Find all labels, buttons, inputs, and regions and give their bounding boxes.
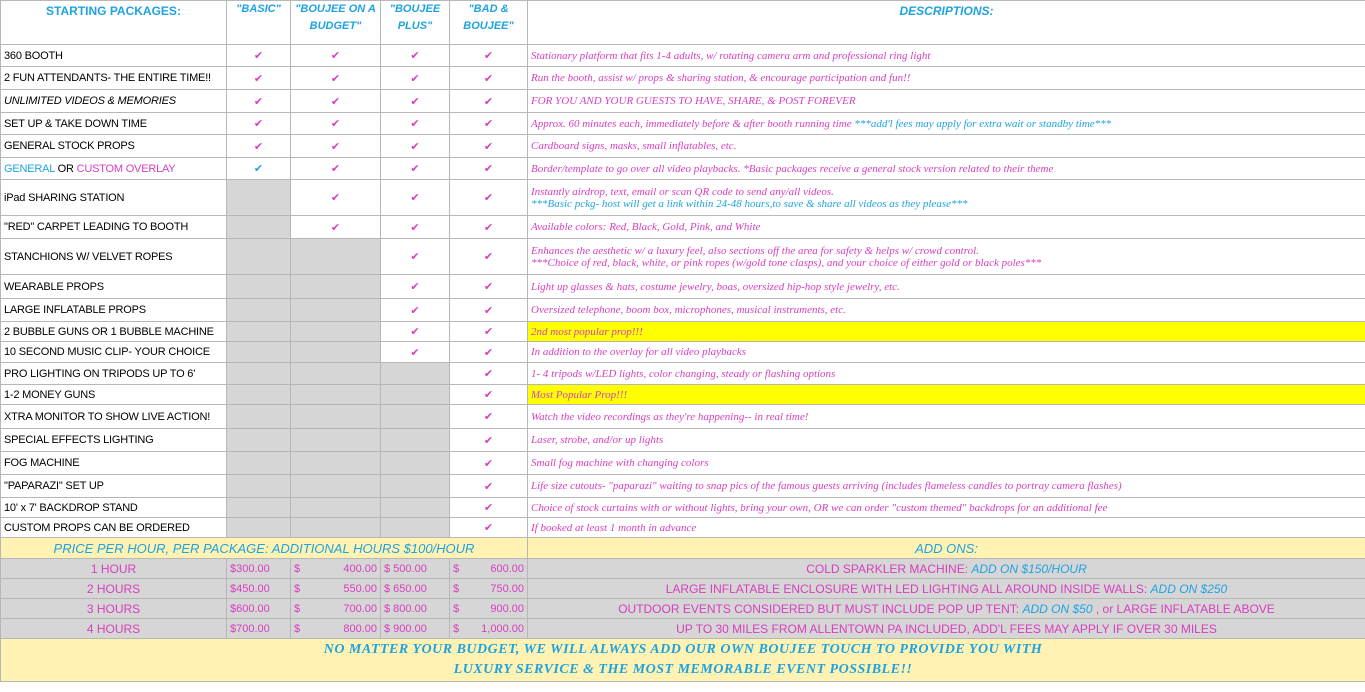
description-text: If booked at least 1 month in advance bbox=[531, 521, 697, 534]
package-cell[interactable] bbox=[450, 342, 528, 363]
addon-text: UP TO 30 MILES FROM ALLENTOWN PA INCLUDED, ADD'L FEES MAY APPLY IF OVER 30 MILES bbox=[676, 621, 1217, 636]
description-cell[interactable] bbox=[528, 45, 1365, 67]
package-cell[interactable] bbox=[381, 299, 450, 322]
addon-text: OUTDOOR EVENTS CONSIDERED BUT MUST INCLUDE POP UP TENT: bbox=[618, 601, 1023, 616]
check-icon: ✔ bbox=[483, 72, 494, 85]
feature-cell[interactable]: 2 FUN ATTENDANTS- THE ENTIRE TIME!! bbox=[1, 67, 227, 90]
currency-sign: $ bbox=[294, 582, 301, 595]
description-cell[interactable] bbox=[528, 518, 1365, 538]
starting-packages-header[interactable]: STARTING PACKAGES: bbox=[1, 1, 227, 45]
package-cell[interactable] bbox=[450, 363, 528, 385]
money-wrap bbox=[453, 583, 524, 595]
addon-cell[interactable] bbox=[528, 619, 1365, 639]
package-cell[interactable] bbox=[291, 429, 381, 452]
package-cell[interactable] bbox=[227, 498, 291, 518]
package-cell[interactable] bbox=[291, 518, 381, 538]
hours-label[interactable]: 4 HOURS bbox=[1, 619, 227, 639]
package-cell[interactable] bbox=[450, 518, 528, 538]
package-cell[interactable] bbox=[381, 45, 450, 67]
package-cell[interactable] bbox=[450, 158, 528, 180]
feature-cell[interactable]: WEARABLE PROPS bbox=[1, 275, 227, 299]
description-text: Cardboard signs, masks, small inflatables, etc. bbox=[531, 140, 737, 152]
feature-row bbox=[1, 299, 1365, 322]
description-cell[interactable] bbox=[528, 452, 1365, 475]
feature-cell[interactable]: SET UP & TAKE DOWN TIME bbox=[1, 113, 227, 135]
price-basic[interactable]: $600.00 bbox=[227, 599, 291, 619]
description-text: Available colors: Red, Black, Gold, Pink, and White bbox=[531, 221, 761, 233]
check-icon: ✔ bbox=[410, 118, 420, 130]
feature-cell[interactable]: CUSTOM PROPS CAN BE ORDERED bbox=[1, 518, 227, 538]
price-budget[interactable] bbox=[291, 579, 381, 599]
package-cell[interactable] bbox=[227, 452, 291, 475]
description-text: Light up glasses & hats, costume jewelry, boas, oversized hip-hop style jewelry, etc. bbox=[531, 280, 900, 293]
check-icon: ✔ bbox=[483, 192, 494, 204]
addon-text: LARGE INFLATABLE ENCLOSURE WITH LED LIGHTING ALL AROUND INSIDE WALLS: bbox=[665, 581, 1151, 596]
description-text-line2: ***Basic pckg- host will get a link within 24-48 hours,to save & share all videos as they please*** bbox=[531, 197, 968, 210]
package-cell[interactable] bbox=[227, 322, 291, 342]
package-cell[interactable] bbox=[381, 239, 450, 275]
check-icon: ✔ bbox=[483, 50, 494, 62]
package-cell[interactable] bbox=[450, 67, 528, 90]
package-cell[interactable] bbox=[227, 342, 291, 363]
feature-row bbox=[1, 405, 1365, 429]
check-icon: ✔ bbox=[483, 251, 494, 263]
currency-sign: $ bbox=[294, 602, 301, 615]
description-text: 1- 4 tripods w/LED lights, color changing, steady or flashing options bbox=[531, 367, 836, 380]
check-icon: ✔ bbox=[330, 118, 341, 130]
description-note: ***add'l fees may apply for extra wait or standby time*** bbox=[854, 117, 1112, 130]
package-cell[interactable] bbox=[291, 363, 381, 385]
footer-line-1: NO MATTER YOUR BUDGET, WE WILL ALWAYS ADD OUR OWN BOUJEE TOUCH TO PROVIDE YOU WITH bbox=[323, 642, 1043, 657]
package-cell[interactable] bbox=[450, 216, 528, 239]
check-icon: ✔ bbox=[483, 389, 494, 401]
description-text: Most Popular Prop!!! bbox=[531, 388, 628, 401]
check-icon: ✔ bbox=[483, 480, 494, 493]
package-cell[interactable] bbox=[381, 322, 450, 342]
currency-sign: $ bbox=[453, 582, 460, 595]
description-cell[interactable] bbox=[528, 135, 1365, 158]
feature-row bbox=[1, 90, 1365, 113]
package-bad-boujee-header[interactable]: "BAD & BOUJEE" bbox=[450, 1, 528, 45]
price-bad-boujee[interactable] bbox=[450, 619, 528, 639]
package-plus-header[interactable]: "BOUJEE PLUS" bbox=[381, 1, 450, 45]
package-cell[interactable] bbox=[291, 158, 381, 180]
package-cell[interactable] bbox=[227, 239, 291, 275]
price-plus[interactable]: $ 800.00 bbox=[381, 599, 450, 619]
feature-general-label: GENERAL bbox=[4, 162, 55, 175]
package-cell[interactable] bbox=[291, 113, 381, 135]
addon-cell[interactable] bbox=[528, 599, 1365, 619]
check-icon: ✔ bbox=[330, 221, 341, 234]
package-cell[interactable] bbox=[227, 90, 291, 113]
package-cell[interactable] bbox=[227, 45, 291, 67]
feature-row bbox=[1, 180, 1365, 216]
price-bad-boujee[interactable] bbox=[450, 599, 528, 619]
feature-row bbox=[1, 363, 1365, 385]
package-cell[interactable] bbox=[291, 405, 381, 429]
check-icon: ✔ bbox=[483, 522, 494, 534]
check-icon: ✔ bbox=[483, 346, 494, 359]
description-cell[interactable] bbox=[528, 498, 1365, 518]
feature-row bbox=[1, 45, 1365, 67]
package-cell[interactable] bbox=[381, 158, 450, 180]
descriptions-header[interactable]: DESCRIPTIONS: bbox=[528, 1, 1365, 45]
package-cell[interactable] bbox=[381, 363, 450, 385]
check-icon: ✔ bbox=[410, 281, 420, 293]
check-icon: ✔ bbox=[410, 221, 420, 234]
amount: 600.00 bbox=[490, 562, 524, 575]
money-wrap bbox=[294, 563, 377, 575]
feature-cell[interactable]: iPad SHARING STATION bbox=[1, 180, 227, 216]
price-basic[interactable]: $300.00 bbox=[227, 559, 291, 579]
description-text: 2nd most popular prop!!! bbox=[531, 325, 643, 338]
description-text: Oversized telephone, boom box, microphones, musical instruments, etc. bbox=[531, 304, 846, 316]
price-plus[interactable]: $ 650.00 bbox=[381, 579, 450, 599]
package-basic-header[interactable]: "BASIC" bbox=[227, 1, 291, 45]
amount: 800.00 bbox=[343, 622, 377, 635]
description-cell[interactable] bbox=[528, 475, 1365, 498]
addon-cell[interactable] bbox=[528, 579, 1365, 599]
description-cell[interactable] bbox=[528, 67, 1365, 90]
description-cell[interactable] bbox=[528, 363, 1365, 385]
amount: 1,000.00 bbox=[481, 622, 524, 635]
package-cell[interactable] bbox=[291, 452, 381, 475]
check-icon: ✔ bbox=[483, 118, 494, 130]
currency-sign: $ bbox=[294, 622, 301, 635]
money-wrap bbox=[453, 623, 524, 635]
feature-cell[interactable]: STANCHIONS W/ VELVET ROPES bbox=[1, 239, 227, 275]
feature-cell[interactable]: 10' x 7' BACKDROP STAND bbox=[1, 498, 227, 518]
money-wrap bbox=[453, 603, 524, 615]
feature-cell[interactable]: PRO LIGHTING ON TRIPODS UP TO 6' bbox=[1, 363, 227, 385]
description-cell[interactable] bbox=[528, 158, 1365, 180]
check-icon: ✔ bbox=[410, 326, 420, 338]
currency-sign: $ bbox=[453, 562, 460, 575]
check-icon: ✔ bbox=[253, 140, 264, 153]
addon-extra: , or LARGE INFLATABLE ABOVE bbox=[1092, 601, 1275, 616]
check-icon: ✔ bbox=[410, 251, 420, 263]
package-cell[interactable] bbox=[291, 275, 381, 299]
currency-sign: $ bbox=[453, 602, 460, 615]
description-cell[interactable] bbox=[528, 180, 1365, 216]
check-icon: ✔ bbox=[330, 163, 341, 175]
check-icon: ✔ bbox=[410, 140, 420, 153]
package-cell[interactable] bbox=[227, 113, 291, 135]
check-icon: ✔ bbox=[330, 140, 341, 153]
check-icon: ✔ bbox=[410, 50, 420, 62]
package-cell[interactable] bbox=[291, 135, 381, 158]
addons-title[interactable]: ADD ONS: bbox=[528, 538, 1365, 559]
package-cell[interactable] bbox=[291, 322, 381, 342]
amount: 550.00 bbox=[343, 582, 377, 595]
feature-cell[interactable]: LARGE INFLATABLE PROPS bbox=[1, 299, 227, 322]
feature-cell[interactable]: "PAPARAZI" SET UP bbox=[1, 475, 227, 498]
footer-line-2: LUXURY SERVICE & THE MOST MEMORABLE EVENT POSSIBLE!! bbox=[453, 662, 913, 677]
check-icon: ✔ bbox=[483, 411, 494, 423]
package-cell[interactable] bbox=[381, 498, 450, 518]
feature-cell[interactable]: "RED" CARPET LEADING TO BOOTH bbox=[1, 216, 227, 239]
addon-price: ADD ON $150/HOUR bbox=[971, 561, 1087, 576]
feature-cell[interactable]: 1-2 MONEY GUNS bbox=[1, 385, 227, 405]
check-icon: ✔ bbox=[330, 192, 341, 204]
price-bad-boujee[interactable] bbox=[450, 579, 528, 599]
package-cell[interactable] bbox=[227, 180, 291, 216]
description-text: Run the booth, assist w/ props & sharing station, & encourage participation and fun!! bbox=[531, 72, 911, 84]
feature-row bbox=[1, 475, 1365, 498]
package-cell[interactable] bbox=[227, 216, 291, 239]
feature-row bbox=[1, 342, 1365, 363]
feature-cell[interactable] bbox=[1, 158, 227, 180]
amount: 900.00 bbox=[490, 602, 524, 615]
description-text: Approx. 60 minutes each, immediately before & after booth running time bbox=[531, 117, 852, 130]
package-cell[interactable] bbox=[450, 113, 528, 135]
description-text: Border/template to go over all video playbacks. *Basic packages receive a general stock version related to their theme bbox=[531, 162, 1054, 175]
description-text: Watch the video recordings as they're happening-- in real time! bbox=[531, 410, 809, 423]
check-icon: ✔ bbox=[410, 72, 420, 85]
feature-cell[interactable]: SPECIAL EFFECTS LIGHTING bbox=[1, 429, 227, 452]
package-cell[interactable] bbox=[227, 299, 291, 322]
package-cell[interactable] bbox=[450, 429, 528, 452]
package-cell[interactable] bbox=[450, 452, 528, 475]
package-cell[interactable] bbox=[381, 342, 450, 363]
description-text: Laser, strobe, and/or up lights bbox=[531, 434, 664, 446]
package-cell[interactable] bbox=[291, 67, 381, 90]
feature-row bbox=[1, 67, 1365, 90]
package-cell[interactable] bbox=[291, 239, 381, 275]
amount: 400.00 bbox=[343, 562, 377, 575]
package-cell[interactable] bbox=[381, 518, 450, 538]
description-cell[interactable] bbox=[528, 322, 1365, 342]
package-cell[interactable] bbox=[450, 90, 528, 113]
price-budget[interactable] bbox=[291, 559, 381, 579]
price-basic[interactable]: $450.00 bbox=[227, 579, 291, 599]
feature-custom-label: CUSTOM OVERLAY bbox=[76, 162, 176, 175]
package-cell[interactable] bbox=[291, 498, 381, 518]
feature-row bbox=[1, 452, 1365, 475]
check-icon: ✔ bbox=[410, 304, 420, 317]
package-cell[interactable] bbox=[381, 452, 450, 475]
package-cell[interactable] bbox=[450, 299, 528, 322]
check-icon: ✔ bbox=[483, 368, 494, 380]
package-cell[interactable] bbox=[227, 405, 291, 429]
footer-row bbox=[1, 639, 1365, 682]
description-text: Instantly airdrop, text, email or scan QR code to send any/all videos. bbox=[531, 185, 834, 198]
price-plus[interactable]: $ 500.00 bbox=[381, 559, 450, 579]
package-cell[interactable] bbox=[227, 429, 291, 452]
check-icon: ✔ bbox=[330, 50, 341, 62]
feature-row bbox=[1, 498, 1365, 518]
check-icon: ✔ bbox=[410, 163, 420, 175]
addon-price: ADD ON $50 bbox=[1022, 601, 1093, 616]
currency-sign: $ bbox=[453, 622, 460, 635]
hours-label[interactable]: 1 HOUR bbox=[1, 559, 227, 579]
package-cell[interactable] bbox=[227, 475, 291, 498]
package-cell[interactable] bbox=[227, 518, 291, 538]
price-basic[interactable]: $700.00 bbox=[227, 619, 291, 639]
feature-row bbox=[1, 429, 1365, 452]
pricing-title[interactable]: PRICE PER HOUR, PER PACKAGE: ADDITIONAL HOURS $100/HOUR bbox=[1, 538, 528, 559]
description-cell[interactable] bbox=[528, 239, 1365, 275]
check-icon: ✔ bbox=[253, 95, 264, 108]
price-budget[interactable] bbox=[291, 619, 381, 639]
check-icon: ✔ bbox=[253, 72, 264, 85]
package-cell[interactable] bbox=[291, 90, 381, 113]
amount: 750.00 bbox=[490, 582, 524, 595]
money-wrap bbox=[294, 603, 377, 615]
price-row bbox=[1, 579, 1365, 599]
package-budget-header[interactable]: "BOUJEE ON A BUDGET" bbox=[291, 1, 381, 45]
feature-or-label: OR bbox=[54, 162, 77, 175]
description-text: Enhances the aesthetic w/ a luxury feel, also sections off the area for safety & helps w/ crowd control. bbox=[531, 244, 979, 257]
addon-price: ADD ON $250 bbox=[1150, 581, 1228, 596]
header-row bbox=[1, 1, 1365, 45]
package-cell[interactable] bbox=[381, 90, 450, 113]
money-wrap bbox=[294, 623, 377, 635]
check-icon: ✔ bbox=[253, 163, 264, 175]
check-icon: ✔ bbox=[483, 221, 494, 234]
feature-row bbox=[1, 275, 1365, 299]
currency-sign: $ bbox=[294, 562, 301, 575]
package-cell[interactable] bbox=[291, 475, 381, 498]
package-cell[interactable] bbox=[381, 216, 450, 239]
hours-label[interactable]: 2 HOURS bbox=[1, 579, 227, 599]
check-icon: ✔ bbox=[253, 50, 264, 62]
check-icon: ✔ bbox=[483, 434, 494, 447]
package-cell[interactable] bbox=[450, 475, 528, 498]
check-icon: ✔ bbox=[483, 304, 494, 317]
feature-row bbox=[1, 158, 1365, 180]
footer-message[interactable] bbox=[1, 639, 1365, 682]
price-bad-boujee[interactable] bbox=[450, 559, 528, 579]
description-cell[interactable] bbox=[528, 405, 1365, 429]
description-cell[interactable] bbox=[528, 113, 1365, 135]
description-text-line2: ***Choice of red, black, white, or pink ropes (w/gold tone clasps), and your choice of either gold or black poles*** bbox=[531, 256, 1042, 269]
description-cell[interactable] bbox=[528, 216, 1365, 239]
package-cell[interactable] bbox=[381, 180, 450, 216]
price-row bbox=[1, 599, 1365, 619]
package-cell[interactable] bbox=[227, 67, 291, 90]
description-cell[interactable] bbox=[528, 299, 1365, 322]
feature-row bbox=[1, 322, 1365, 342]
description-text: In addition to the overlay for all video playbacks bbox=[531, 346, 747, 358]
package-cell[interactable] bbox=[291, 45, 381, 67]
feature-cell[interactable]: FOG MACHINE bbox=[1, 452, 227, 475]
check-icon: ✔ bbox=[483, 326, 494, 338]
feature-cell[interactable]: UNLIMITED VIDEOS & MEMORIES bbox=[1, 90, 227, 113]
package-cell[interactable] bbox=[291, 180, 381, 216]
package-cell[interactable] bbox=[450, 45, 528, 67]
package-cell[interactable] bbox=[227, 363, 291, 385]
price-plus[interactable]: $ 900.00 bbox=[381, 619, 450, 639]
feature-row bbox=[1, 216, 1365, 239]
check-icon: ✔ bbox=[330, 95, 341, 108]
addon-text: COLD SPARKLER MACHINE: bbox=[806, 561, 972, 576]
feature-cell[interactable]: 2 BUBBLE GUNS OR 1 BUBBLE MACHINE bbox=[1, 322, 227, 342]
package-cell[interactable] bbox=[450, 275, 528, 299]
feature-row bbox=[1, 385, 1365, 405]
package-cell[interactable] bbox=[227, 385, 291, 405]
package-cell[interactable] bbox=[227, 135, 291, 158]
description-text: Stationary platform that fits 1-4 adults, w/ rotating camera arm and professional ring light bbox=[531, 49, 931, 62]
package-cell[interactable] bbox=[381, 135, 450, 158]
price-row bbox=[1, 619, 1365, 639]
check-icon: ✔ bbox=[483, 457, 494, 470]
price-budget[interactable] bbox=[291, 599, 381, 619]
feature-cell[interactable]: 360 BOOTH bbox=[1, 45, 227, 67]
description-text: Choice of stock curtains with or without lights, bring your own, OR we can order "custom themed" backdrops for an additional fee bbox=[531, 501, 1108, 514]
check-icon: ✔ bbox=[330, 72, 341, 85]
feature-cell[interactable]: GENERAL STOCK PROPS bbox=[1, 135, 227, 158]
check-icon: ✔ bbox=[410, 95, 420, 108]
amount: 700.00 bbox=[343, 602, 377, 615]
package-cell[interactable] bbox=[381, 475, 450, 498]
check-icon: ✔ bbox=[483, 281, 494, 293]
price-row bbox=[1, 559, 1365, 579]
package-cell[interactable] bbox=[227, 158, 291, 180]
package-cell[interactable] bbox=[450, 135, 528, 158]
description-text: Life size cutouts- "paparazi" waiting to snap pics of the famous guests arriving (includes flameless candles to portray camera flashes) bbox=[531, 480, 1122, 492]
package-cell[interactable] bbox=[450, 239, 528, 275]
check-icon: ✔ bbox=[410, 192, 420, 204]
addon-cell[interactable] bbox=[528, 559, 1365, 579]
check-icon: ✔ bbox=[253, 118, 264, 130]
feature-row bbox=[1, 518, 1365, 538]
package-cell[interactable] bbox=[381, 113, 450, 135]
description-cell[interactable] bbox=[528, 385, 1365, 405]
package-cell[interactable] bbox=[291, 385, 381, 405]
check-icon: ✔ bbox=[483, 163, 494, 175]
package-cell[interactable] bbox=[450, 180, 528, 216]
package-cell[interactable] bbox=[381, 429, 450, 452]
description-cell[interactable] bbox=[528, 275, 1365, 299]
package-cell[interactable] bbox=[381, 385, 450, 405]
hours-label[interactable]: 3 HOURS bbox=[1, 599, 227, 619]
check-icon: ✔ bbox=[483, 140, 494, 153]
package-cell[interactable] bbox=[381, 67, 450, 90]
description-cell[interactable] bbox=[528, 429, 1365, 452]
feature-cell[interactable]: 10 SECOND MUSIC CLIP- YOUR CHOICE bbox=[1, 342, 227, 363]
package-cell[interactable] bbox=[450, 405, 528, 429]
feature-row bbox=[1, 135, 1365, 158]
package-cell[interactable] bbox=[381, 275, 450, 299]
package-cell[interactable] bbox=[381, 405, 450, 429]
money-wrap bbox=[294, 583, 377, 595]
description-text: FOR YOU AND YOUR GUESTS TO HAVE, SHARE, & POST FOREVER bbox=[531, 95, 856, 107]
package-cell[interactable] bbox=[450, 322, 528, 342]
package-cell[interactable] bbox=[291, 299, 381, 322]
money-wrap bbox=[453, 563, 524, 575]
description-cell[interactable] bbox=[528, 90, 1365, 113]
package-cell[interactable] bbox=[227, 275, 291, 299]
feature-row bbox=[1, 113, 1365, 135]
check-icon: ✔ bbox=[410, 346, 420, 359]
package-cell[interactable] bbox=[450, 385, 528, 405]
package-cell[interactable] bbox=[291, 216, 381, 239]
feature-row bbox=[1, 239, 1365, 275]
check-icon: ✔ bbox=[483, 95, 494, 108]
feature-cell[interactable]: XTRA MONITOR TO SHOW LIVE ACTION! bbox=[1, 405, 227, 429]
description-text: Small fog machine with changing colors bbox=[531, 457, 709, 469]
pricing-title-row bbox=[1, 538, 1365, 559]
description-cell[interactable] bbox=[528, 342, 1365, 363]
check-icon: ✔ bbox=[483, 502, 494, 514]
package-cell[interactable] bbox=[450, 498, 528, 518]
package-cell[interactable] bbox=[291, 342, 381, 363]
